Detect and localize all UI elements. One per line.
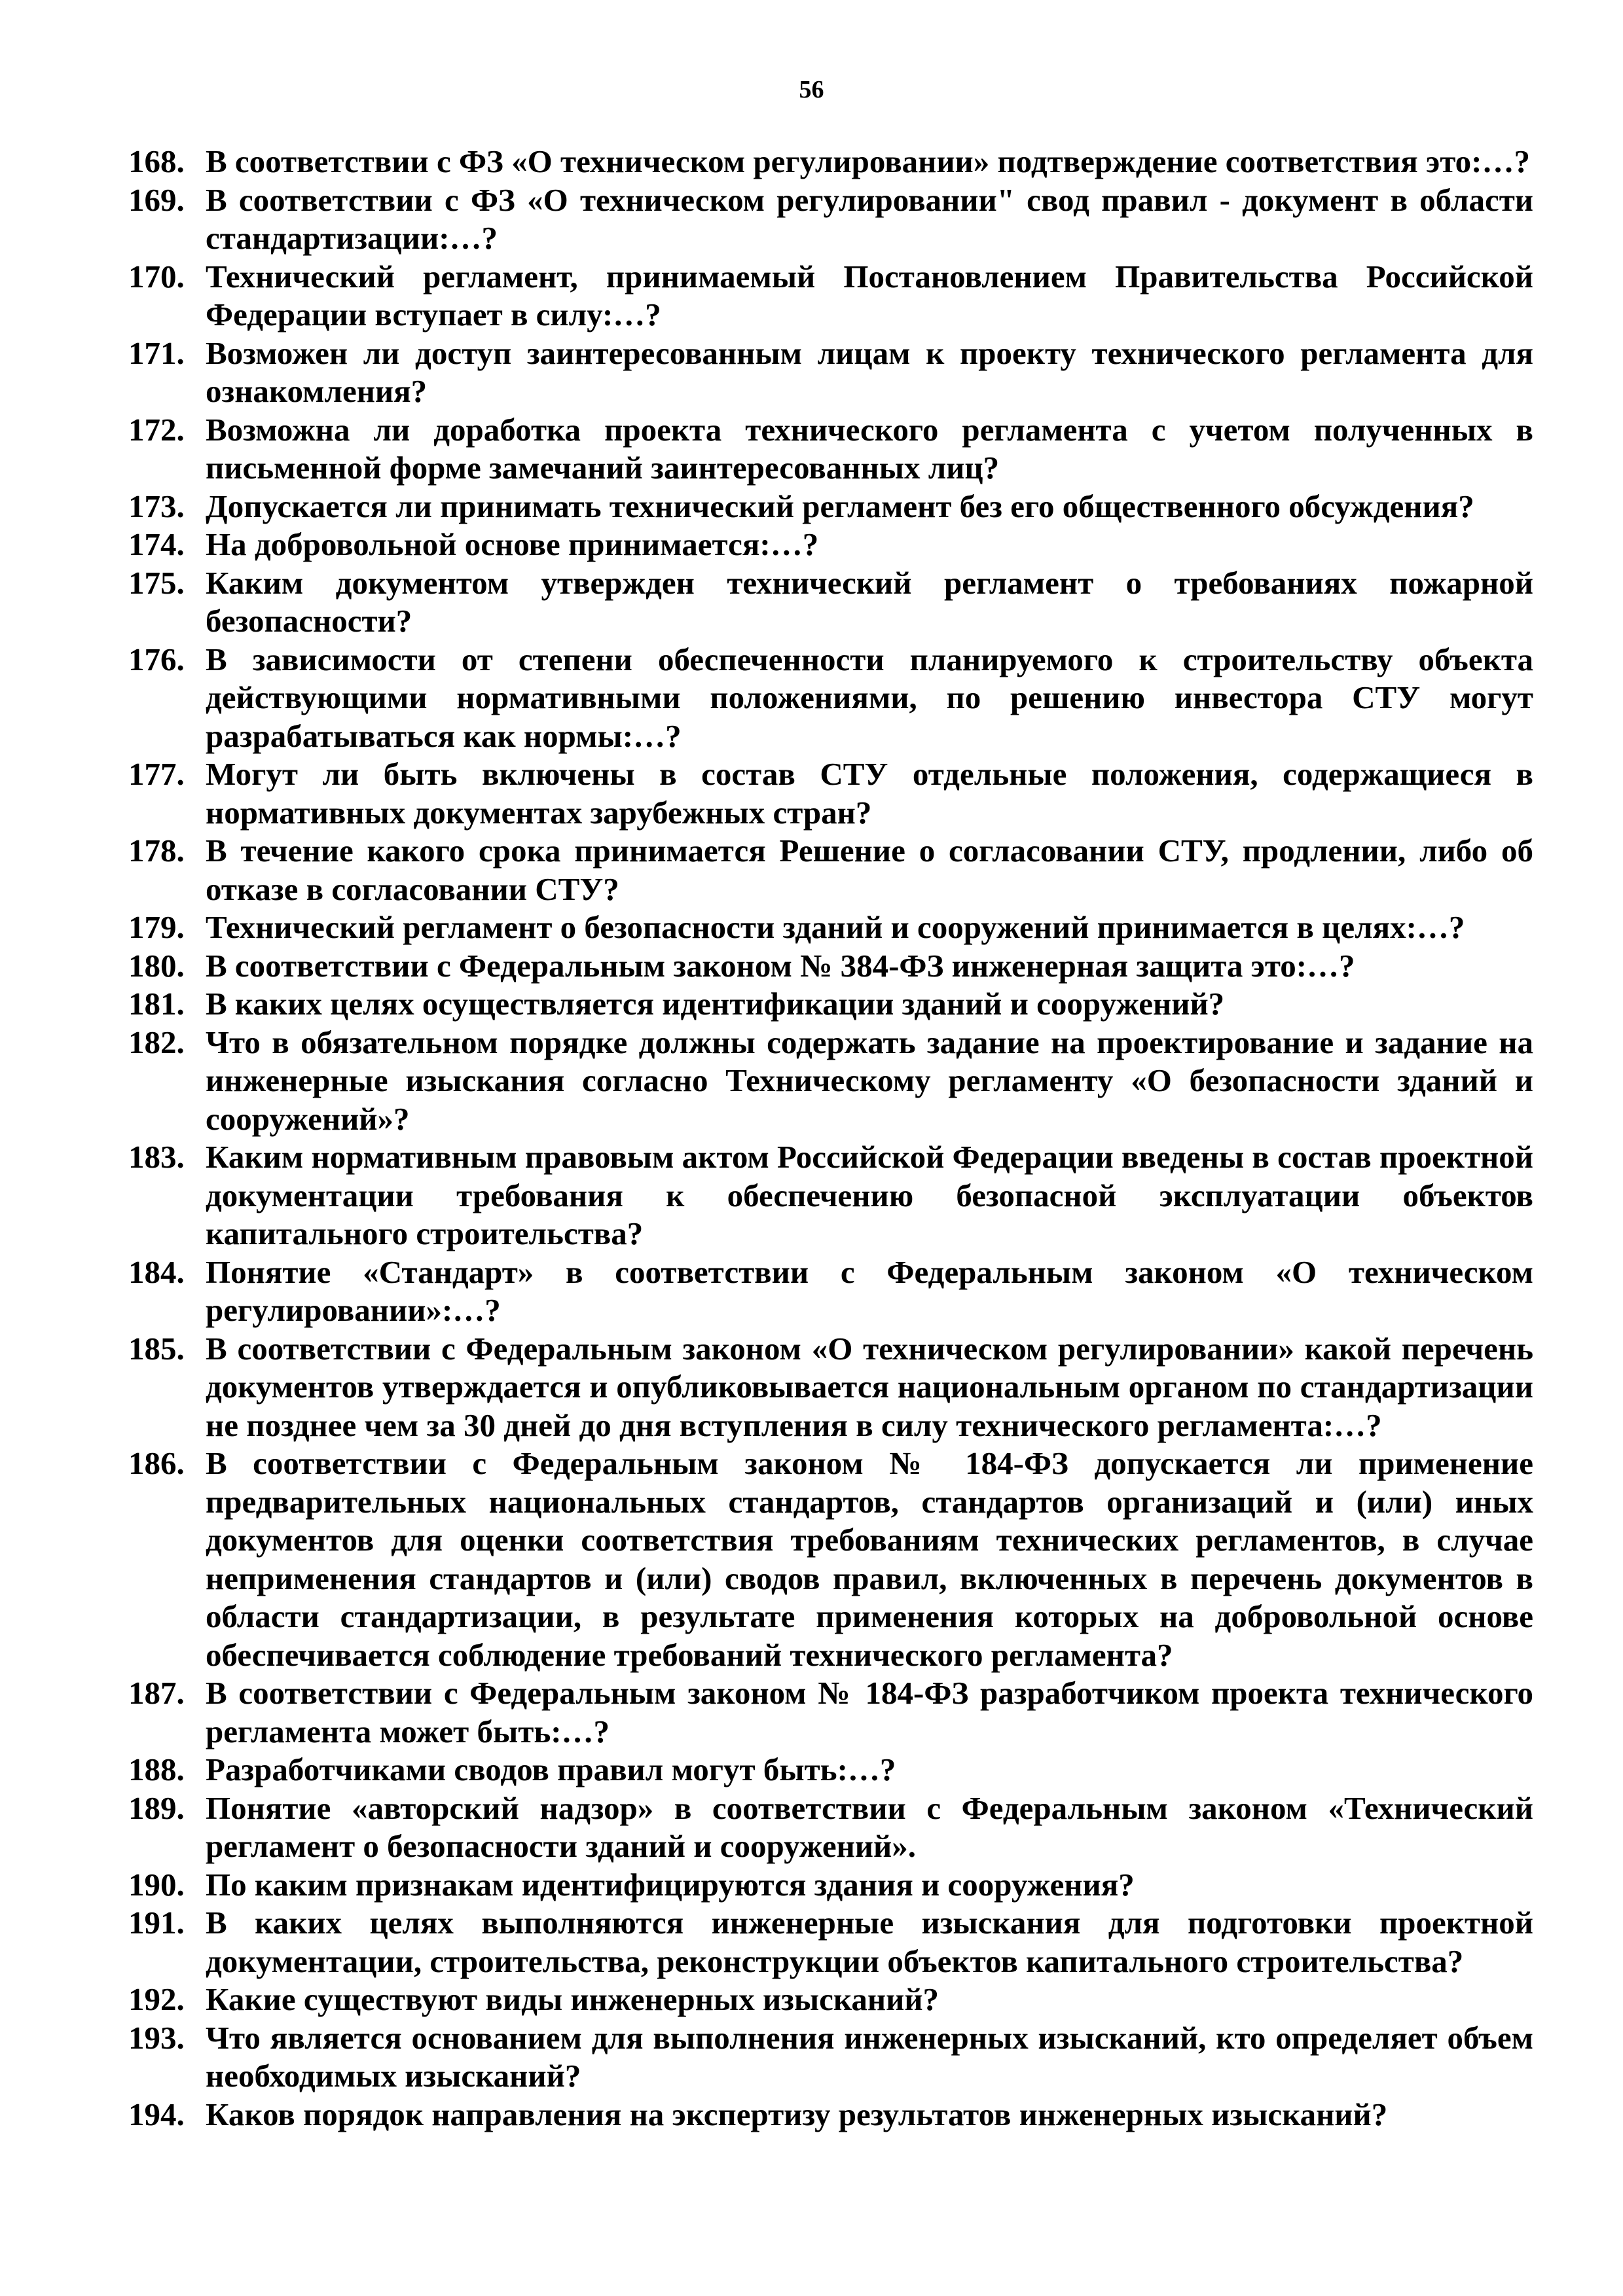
question-item <box>128 1444 1533 1674</box>
question-item <box>128 1253 1533 1330</box>
question-text: В соответствии с Федеральным законом № 184-ФЗ допускается ли применение предварительных национальных стандартов, стандартов организаций и (или) иных документов для оценки соответствия требованиям технических регламентов, в случае неприменения стандартов и (или) сводов правил, включенных в перечень документов в области стандартизации, в результате применения которых на добровольной основе обеспечивается соблюдение требований технического регламента? <box>206 1445 1533 1673</box>
question-item <box>128 1789 1533 1866</box>
question-item <box>128 755 1533 832</box>
question-number: 181. <box>128 986 185 1022</box>
question-text: Какие существуют виды инженерных изысканий? <box>206 1981 939 2017</box>
question-text: По каким признакам идентифицируются здания и сооружения? <box>206 1866 1135 1903</box>
question-item <box>128 143 1533 181</box>
question-text: Каким документом утвержден технический регламент о требованиях пожарной безопасности? <box>206 564 1533 639</box>
question-number: 193. <box>128 2019 185 2056</box>
question-item <box>128 1024 1533 1139</box>
question-number: 173. <box>128 488 185 524</box>
question-number: 169. <box>128 181 185 218</box>
question-number: 177. <box>128 756 185 792</box>
question-number: 182. <box>128 1024 185 1060</box>
question-number: 168. <box>128 143 185 179</box>
question-text: Что является основанием для выполнения инженерных изысканий, кто определяет объем необходимых изысканий? <box>206 2019 1533 2094</box>
question-text: Разработчиками сводов правил могут быть:…? <box>206 1751 896 1787</box>
question-number: 184. <box>128 1253 185 1290</box>
question-item <box>128 2096 1533 2134</box>
question-item <box>128 1866 1533 1905</box>
question-item <box>128 488 1533 526</box>
question-number: 192. <box>128 1981 185 2017</box>
question-text: Понятие «Стандарт» в соответствии с Федеральным законом «О техническом регулировании»:…? <box>206 1253 1533 1328</box>
question-item <box>128 1138 1533 1253</box>
question-item <box>128 526 1533 564</box>
question-number: 170. <box>128 258 185 295</box>
question-text: В соответствии с Федеральным законом «О техническом регулировании» какой перечень документов утверждается и опубликовывается национальным органом по стандартизации не позднее чем за 30 дней до дня вступления в силу технического регламента:…? <box>206 1330 1533 1443</box>
question-number: 185. <box>128 1330 185 1367</box>
question-item <box>128 1330 1533 1445</box>
question-number: 178. <box>128 833 185 869</box>
question-text: Понятие «авторский надзор» в соответствии с Федеральным законом «Технический регламент о безопасности зданий и сооружений». <box>206 1789 1533 1864</box>
question-item <box>128 641 1533 756</box>
question-item <box>128 947 1533 986</box>
question-item <box>128 2019 1533 2096</box>
question-item <box>128 908 1533 947</box>
question-text: В течение какого срока принимается Решение о согласовании СТУ, продлении, либо об отказе в согласовании СТУ? <box>206 833 1533 907</box>
question-text: В соответствии с ФЗ «О техническом регулировании" свод правил - документ в области стандартизации:…? <box>206 181 1533 256</box>
question-text: Технический регламент о безопасности зданий и сооружений принимается в целях:…? <box>206 909 1465 945</box>
question-list <box>128 143 1533 2134</box>
question-item <box>128 1751 1533 1789</box>
question-text: Допускается ли принимать технический регламент без его общественного обсуждения? <box>206 488 1474 524</box>
question-number: 191. <box>128 1905 185 1941</box>
page-number: 56 <box>799 76 824 103</box>
question-number: 183. <box>128 1139 185 1175</box>
question-number: 189. <box>128 1789 185 1826</box>
question-text: Возможен ли доступ заинтересованным лицам к проекту технического регламента для ознакомления? <box>206 334 1533 409</box>
question-item <box>128 985 1533 1024</box>
question-item <box>128 1981 1533 2019</box>
question-number: 171. <box>128 334 185 371</box>
question-item <box>128 411 1533 488</box>
question-text: Каким нормативным правовым актом Российской Федерации введены в состав проектной документации требования к обеспечению безопасной эксплуатации объектов капитального строительства? <box>206 1139 1533 1251</box>
question-text: Каков порядок направления на экспертизу результатов инженерных изысканий? <box>206 2096 1388 2132</box>
question-number: 187. <box>128 1675 185 1711</box>
question-number: 190. <box>128 1866 185 1903</box>
question-text: В каких целях осуществляется идентификации зданий и сооружений? <box>206 986 1225 1022</box>
question-text: На добровольной основе принимается:…? <box>206 526 819 562</box>
question-text: Что в обязательном порядке должны содержать задание на проектирование и задание на инженерные изыскания согласно Техническому регламенту «О безопасности зданий и сооружений»? <box>206 1024 1533 1137</box>
question-item <box>128 258 1533 334</box>
question-text: Могут ли быть включены в состав СТУ отдельные положения, содержащиеся в нормативных документах зарубежных стран? <box>206 756 1533 831</box>
question-item <box>128 181 1533 258</box>
question-text: В соответствии с ФЗ «О техническом регулировании» подтверждение соответствия это:…? <box>206 143 1530 179</box>
question-number: 176. <box>128 641 185 677</box>
question-item <box>128 334 1533 411</box>
question-number: 179. <box>128 909 185 945</box>
question-number: 180. <box>128 947 185 984</box>
question-number: 174. <box>128 526 185 562</box>
question-text: В зависимости от степени обеспеченности планируемого к строительству объекта действующими нормативными положениями, по решению инвестора СТУ могут разрабатываться как нормы:…? <box>206 641 1533 754</box>
question-number: 172. <box>128 411 185 448</box>
question-item <box>128 832 1533 908</box>
question-text: В соответствии с Федеральным законом № 184-ФЗ разработчиком проекта технического регламента может быть:…? <box>206 1675 1533 1749</box>
question-text: В каких целях выполняются инженерные изыскания для подготовки проектной документации, строительства, реконструкции объектов капитального строительства? <box>206 1905 1533 1979</box>
question-text: Возможна ли доработка проекта технического регламента с учетом полученных в письменной форме замечаний заинтересованных лиц? <box>206 411 1533 486</box>
question-item <box>128 564 1533 641</box>
question-text: В соответствии с Федеральным законом № 384-ФЗ инженерная защита это:…? <box>206 947 1355 984</box>
question-item <box>128 1674 1533 1751</box>
question-text: Технический регламент, принимаемый Постановлением Правительства Российской Федерации вступает в силу:…? <box>206 258 1533 332</box>
question-item <box>128 1904 1533 1981</box>
question-number: 194. <box>128 2096 185 2132</box>
question-number: 186. <box>128 1445 185 1481</box>
question-number: 188. <box>128 1751 185 1787</box>
question-number: 175. <box>128 564 185 601</box>
